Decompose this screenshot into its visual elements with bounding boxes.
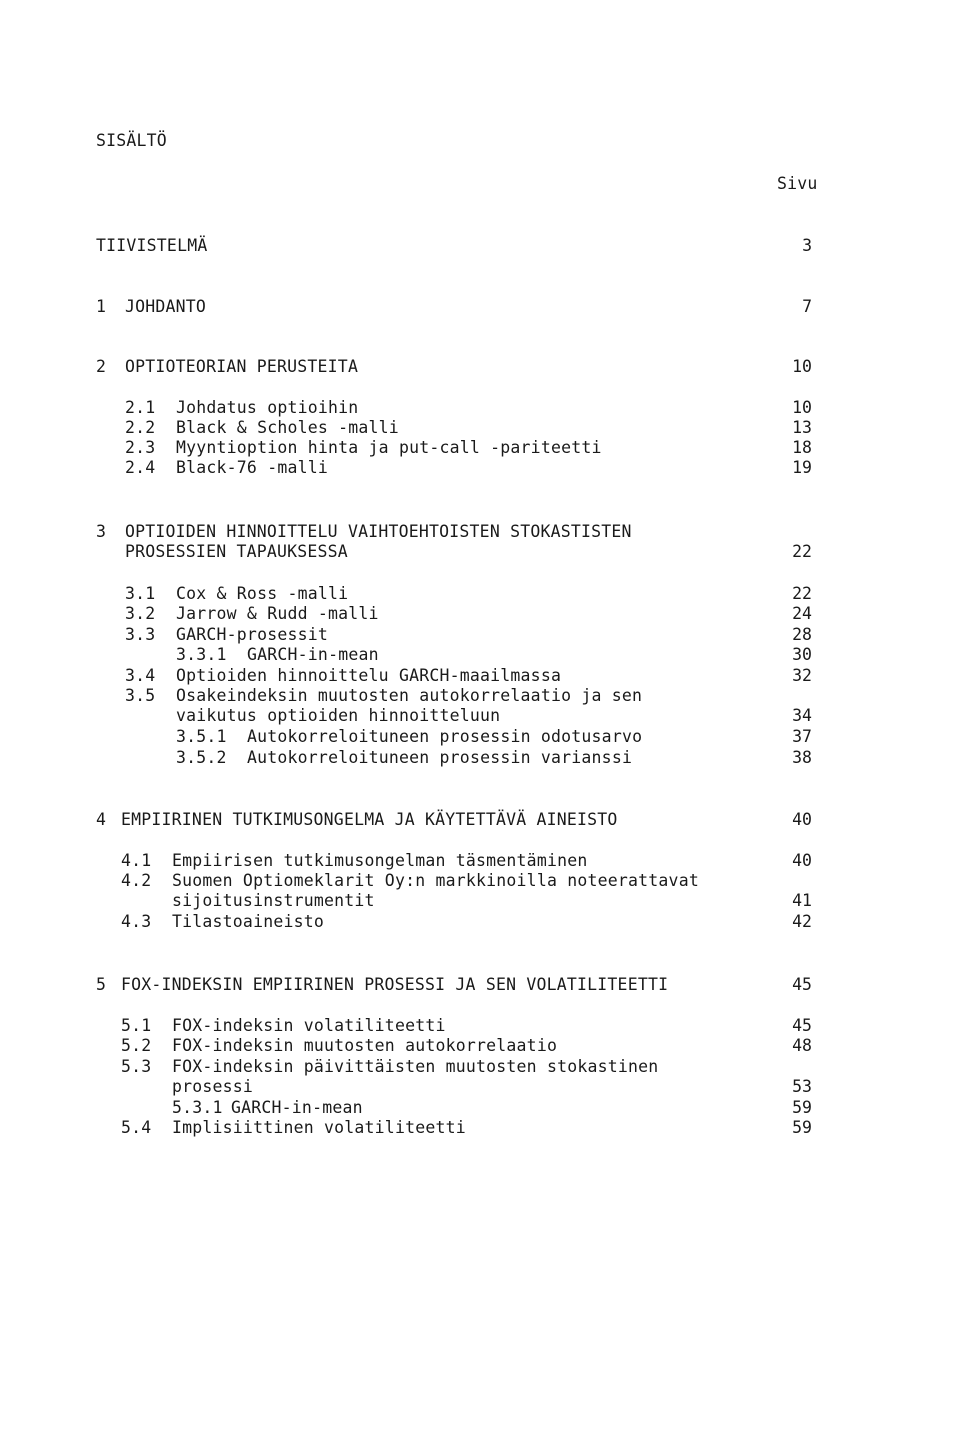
toc-entry-page: 18: [792, 438, 812, 457]
toc-entry-number: 5: [96, 975, 107, 994]
toc-entry-label-continued: vaikutus optioiden hinnoitteluun: [176, 706, 501, 725]
toc-entry-page: 28: [792, 625, 812, 644]
toc-entry-number: 3.5: [125, 686, 156, 705]
toc-entry-page: 38: [792, 748, 812, 767]
toc-entry-number: 4.3: [121, 912, 152, 931]
toc-entry-label: FOX-INDEKSIN EMPIIRINEN PROSESSI JA SEN VOLATILITEETTI: [121, 975, 669, 994]
toc-entry-label: Cox & Ross -malli: [176, 584, 349, 603]
toc-entry-label: FOX-indeksin päivittäisten muutosten stokastinen: [172, 1057, 659, 1076]
toc-entry-page: 45: [792, 975, 812, 994]
toc-entry-label: Tilastoaineisto: [172, 912, 325, 931]
toc-entry-page: 37: [792, 727, 812, 746]
toc-entry-page: 22: [792, 542, 812, 561]
toc-entry-label: Autokorreloituneen prosessin odotusarvo: [247, 727, 643, 746]
toc-entry-page: 10: [792, 398, 812, 417]
toc-entry-label: Implisiittinen volatiliteetti: [172, 1118, 466, 1137]
toc-entry-label: OPTIOTEORIAN PERUSTEITA: [125, 357, 359, 376]
toc-entry-number: 2.4: [125, 458, 156, 477]
toc-entry-page: 34: [792, 706, 812, 725]
toc-entry-number: 4: [96, 810, 107, 829]
toc-entry-number: 3.5.2: [176, 748, 227, 767]
toc-entry-page: 7: [802, 297, 812, 316]
toc-entry-number: 3: [96, 522, 107, 541]
toc-entry-label: FOX-indeksin muutosten autokorrelaatio: [172, 1036, 558, 1055]
toc-entry-page: 45: [792, 1016, 812, 1035]
toc-entry-label: OPTIOIDEN HINNOITTELU VAIHTOEHTOISTEN STOKASTISTEN: [125, 522, 632, 541]
toc-entry-label: Autokorreloituneen prosessin varianssi: [247, 748, 633, 767]
toc-entry-number: 3.4: [125, 666, 156, 685]
toc-entry-number: 2: [96, 357, 107, 376]
toc-entry-page: 32: [792, 666, 812, 685]
toc-entry-page: 42: [792, 912, 812, 931]
toc-entry-label: GARCH-in-mean: [247, 645, 379, 664]
toc-entry-number: 5.3.1: [172, 1098, 223, 1117]
toc-entry-label: Osakeindeksin muutosten autokorrelaatio ja sen: [176, 686, 643, 705]
toc-entry-number: 1: [96, 297, 107, 316]
toc-entry-page: 40: [792, 851, 812, 870]
toc-entry-label: Black & Scholes -malli: [176, 418, 399, 437]
toc-entry-label: Empiirisen tutkimusongelman täsmentäminen: [172, 851, 588, 870]
toc-entry-label: Optioiden hinnoittelu GARCH-maailmassa: [176, 666, 562, 685]
toc-entry-page: 30: [792, 645, 812, 664]
toc-entry-number: 5.3: [121, 1057, 152, 1076]
toc-entry-label: Myyntioption hinta ja put-call -pariteetti: [176, 438, 602, 457]
toc-entry-label-continued: sijoitusinstrumentit: [172, 891, 375, 910]
toc-entry-number: 5.4: [121, 1118, 152, 1137]
toc-entry-label: Johdatus optioihin: [176, 398, 359, 417]
toc-entry-number: 2.2: [125, 418, 156, 437]
toc-entry-number: 4.2: [121, 871, 152, 890]
toc-entry-number: 3.3: [125, 625, 156, 644]
toc-entry-label-continued: PROSESSIEN TAPAUKSESSA: [125, 542, 348, 561]
toc-entry-page: 22: [792, 584, 812, 603]
toc-entry-page: 59: [792, 1098, 812, 1117]
toc-entry-page: 40: [792, 810, 812, 829]
toc-entry-page: 48: [792, 1036, 812, 1055]
toc-entry-label: JOHDANTO: [125, 297, 207, 316]
toc-entry-label: GARCH-in-mean: [231, 1098, 363, 1117]
toc-entry-number: 2.3: [125, 438, 156, 457]
toc-entry-label-continued: prosessi: [172, 1077, 254, 1096]
toc-entry-page: 41: [792, 891, 812, 910]
toc-entry-page: 59: [792, 1118, 812, 1137]
toc-entry-page: 53: [792, 1077, 812, 1096]
toc-entry-number: 3.1: [125, 584, 156, 603]
toc-entry-number: 3.2: [125, 604, 156, 623]
toc-entry-page: 10: [792, 357, 812, 376]
toc-entry-label: Black-76 -malli: [176, 458, 329, 477]
toc-entry-label: GARCH-prosessit: [176, 625, 329, 644]
toc-entry-label: TIIVISTELMÄ: [96, 236, 208, 255]
toc-entry-number: 4.1: [121, 851, 152, 870]
toc-entry-page: 13: [792, 418, 812, 437]
toc-entry-label: EMPIIRINEN TUTKIMUSONGELMA JA KÄYTETTÄVÄ AINEISTO: [121, 810, 618, 829]
toc-entry-label: FOX-indeksin volatiliteetti: [172, 1016, 446, 1035]
toc-entry-label: Jarrow & Rudd -malli: [176, 604, 379, 623]
toc-entry-number: 3.5.1: [176, 727, 227, 746]
toc-title: SISÄLTÖ: [96, 131, 167, 150]
toc-entry-label: Suomen Optiomeklarit Oy:n markkinoilla noteerattavat: [172, 871, 699, 890]
toc-entry-number: 5.2: [121, 1036, 152, 1055]
toc-entry-number: 2.1: [125, 398, 156, 417]
toc-entry-page: 24: [792, 604, 812, 623]
toc-entry-number: 5.1: [121, 1016, 152, 1035]
toc-entry-number: 3.3.1: [176, 645, 227, 664]
page-column-header: Sivu: [777, 174, 818, 193]
toc-entry-page: 3: [802, 236, 812, 255]
toc-entry-page: 19: [792, 458, 812, 477]
